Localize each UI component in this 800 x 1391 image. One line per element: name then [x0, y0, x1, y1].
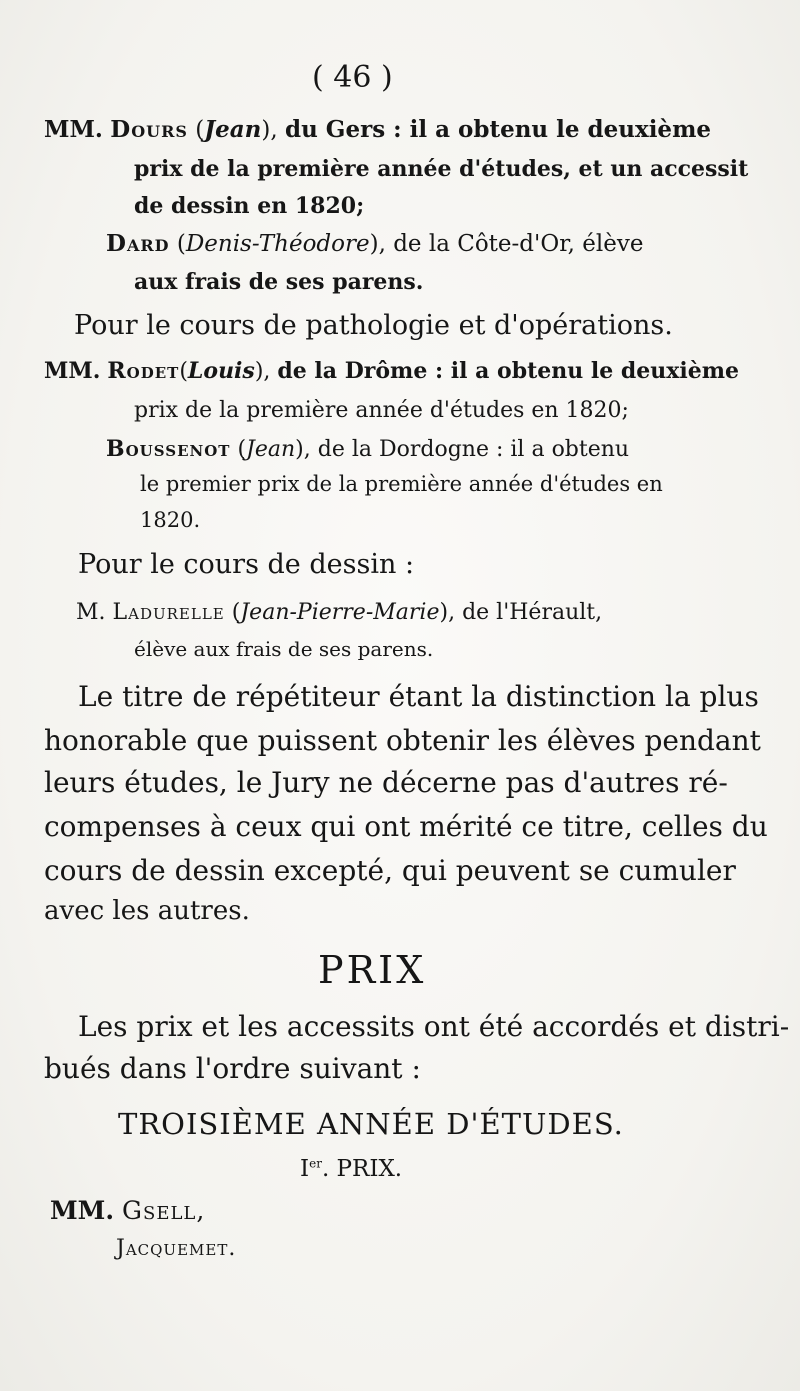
paren-open: ( [179, 359, 188, 384]
surname: Dours [110, 116, 188, 143]
entry-text: de la Dordogne : il a obtenu [317, 437, 630, 462]
given-name: Jean [204, 116, 262, 143]
text-line: élève aux frais de ses parens. [134, 637, 434, 661]
paren-open: ( [237, 437, 247, 462]
surname: Boussenot [106, 436, 231, 462]
paragraph-line: Le titre de répétiteur étant la distinction la plus [78, 680, 759, 713]
paren-close: ), [295, 437, 311, 462]
surname: Ladurelle [112, 600, 225, 625]
text-line: aux frais de ses parens. [134, 269, 424, 295]
section-heading-dessin: Pour le cours de dessin : [78, 549, 415, 580]
winner-gsell [50, 1196, 205, 1225]
text-line: de dessin en 1820; [134, 193, 365, 219]
surname: Gsell, [122, 1196, 206, 1225]
paragraph-line: compenses à ceux qui ont mérité ce titre, celles du [44, 810, 768, 843]
page-number: ( 46 ) [312, 60, 393, 95]
premier-prix-heading [300, 1156, 402, 1182]
given-name: Louis [187, 358, 255, 384]
m-label: M. [76, 600, 106, 625]
entry-ladurelle [76, 600, 602, 625]
paragraph-line: leurs études, le Jury ne décerne pas d'autres ré- [44, 766, 728, 799]
text-line: le premier prix de la première année d'études en [140, 472, 663, 496]
paren-close: ), [261, 117, 278, 143]
prix-ordinal-suffix: er [309, 1156, 322, 1171]
paren-close: ), [254, 359, 271, 384]
prix-text-line: Les prix et les accessits ont été accordés et distri- [78, 1010, 790, 1043]
given-name: Denis-Théodore [185, 231, 370, 257]
paren-close: ), [439, 600, 456, 625]
text-line: prix de la première année d'études en 1820; [134, 398, 629, 423]
surname: Rodet [107, 358, 180, 384]
entry-boussenot [106, 436, 629, 462]
mm-label: MM. [44, 116, 103, 143]
mm-label: MM. [44, 358, 101, 384]
paragraph-line: cours de dessin excepté, qui peuvent se cumuler [44, 854, 736, 887]
entry-rodet [44, 358, 739, 384]
mm-label: MM. [50, 1196, 115, 1225]
entry-dours [44, 116, 711, 143]
given-name: Jean-Pierre-Marie [240, 600, 440, 625]
entry-text: de la Côte-d'Or, élève [393, 231, 644, 257]
section-heading-pathologie: Pour le cours de pathologie et d'opérations. [74, 310, 673, 341]
paren-close: ), [369, 231, 386, 257]
text-line: prix de la première année d'études, et un accessit [134, 156, 749, 182]
entry-text: de la Drôme : il a obtenu le deuxième [277, 358, 740, 384]
prix-heading: PRIX [318, 948, 427, 992]
troisieme-annee-heading: TROISIÈME ANNÉE D'ÉTUDES. [118, 1107, 624, 1141]
entry-text: du Gers : il a obtenu le deuxième [284, 116, 712, 143]
paren-open: ( [195, 117, 205, 143]
prix-roman-numeral: I [300, 1156, 310, 1182]
entry-dard [106, 230, 643, 257]
winner-jacquemet: Jacquemet. [116, 1236, 237, 1261]
prix-label: . PRIX. [321, 1156, 403, 1182]
paren-open: ( [176, 231, 186, 257]
paragraph-line: honorable que puissent obtenir les élèves pendant [44, 724, 761, 757]
given-name: Jean [246, 437, 296, 462]
entry-text: de l'Hérault, [462, 600, 603, 625]
surname: Dard [106, 230, 170, 257]
prix-text-line: bués dans l'ordre suivant : [44, 1052, 421, 1085]
paragraph-line: avec les autres. [44, 896, 250, 926]
text-line: 1820. [140, 508, 201, 532]
paren-open: ( [231, 600, 241, 625]
